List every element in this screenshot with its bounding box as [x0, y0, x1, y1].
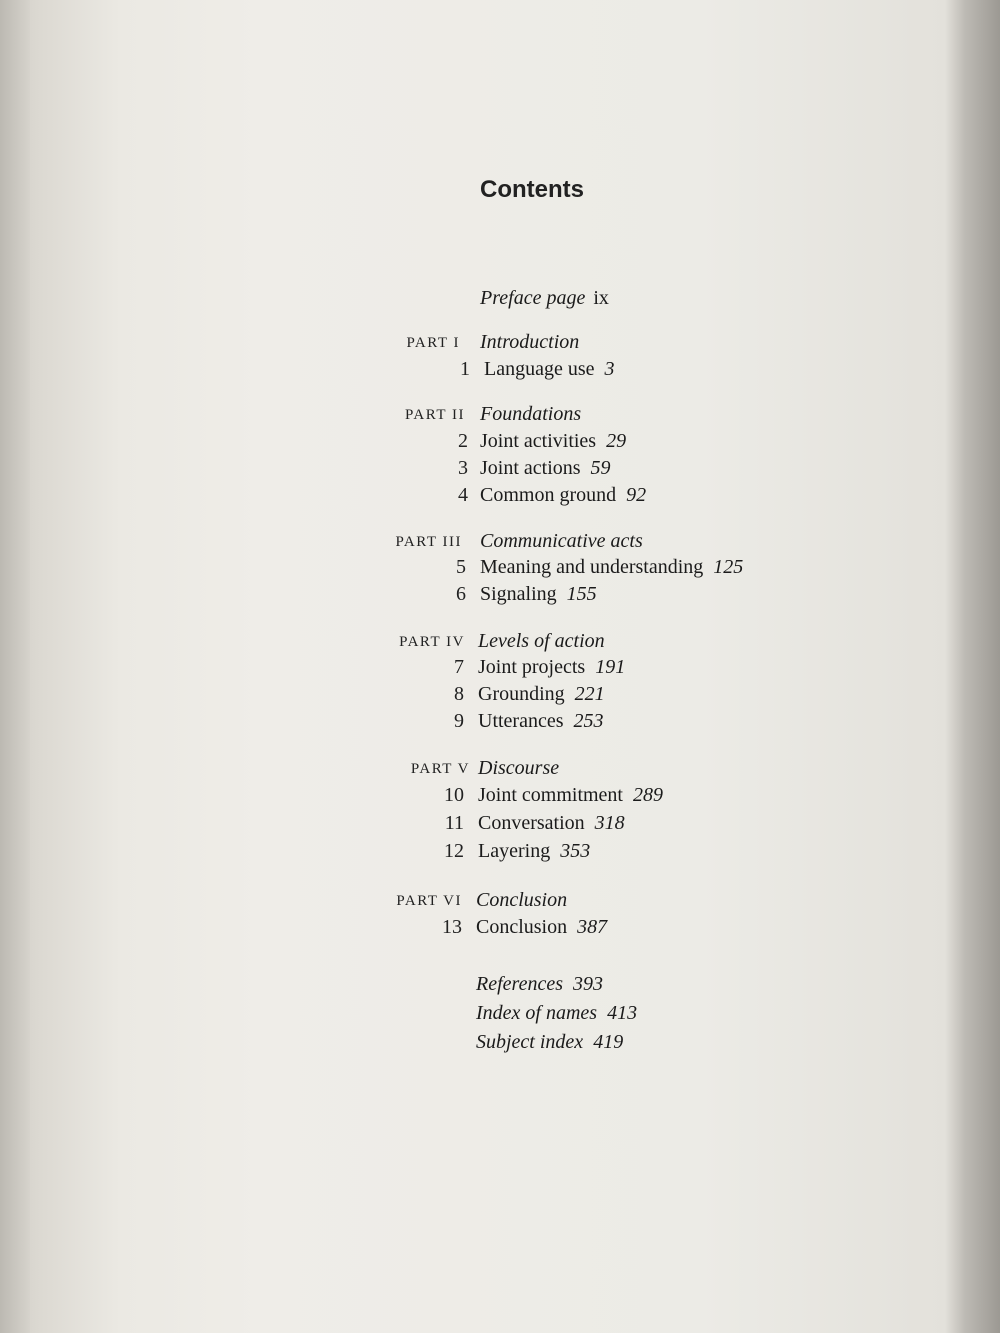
end-matter-title: Index of names [476, 1002, 598, 1024]
toc-chapter[interactable] [0, 358, 1000, 384]
toc-chapter[interactable] [0, 840, 1000, 866]
chapter-title: Signaling [480, 583, 557, 605]
chapter-title: Joint activities [480, 430, 597, 452]
chapter-page: 353 [560, 840, 591, 862]
toc-preface[interactable] [480, 287, 609, 313]
chapter-title: Joint actions [480, 457, 581, 479]
chapter-title: Language use [484, 358, 595, 380]
chapter-number: 8 [454, 683, 464, 705]
toc-chapter[interactable] [0, 683, 1000, 709]
part-title: Introduction [480, 331, 580, 353]
toc-part-heading[interactable] [0, 530, 1000, 556]
toc-chapter[interactable] [0, 812, 1000, 838]
toc-chapter[interactable] [0, 656, 1000, 682]
chapter-page: 29 [606, 430, 627, 452]
chapter-page: 289 [633, 784, 663, 806]
chapter-title: Utterances [478, 710, 564, 732]
chapter-number: 13 [442, 916, 462, 938]
chapter-number: 9 [454, 710, 464, 732]
chapter-number: 3 [458, 457, 468, 479]
chapter-title: Grounding [478, 683, 565, 705]
chapter-title: Meaning and understanding [480, 556, 704, 578]
part-label: PART V [410, 761, 470, 777]
chapter-page: 125 [713, 556, 744, 578]
chapter-page: 318 [594, 812, 625, 834]
end-matter-title: References [476, 973, 563, 995]
chapter-page: 92 [626, 484, 647, 506]
part-title: Discourse [478, 757, 560, 779]
part-title: Conclusion [476, 889, 568, 911]
chapter-page: 155 [566, 583, 597, 605]
chapter-page: 387 [577, 916, 608, 938]
toc-end-matter[interactable] [476, 1002, 637, 1028]
toc-chapter[interactable] [0, 710, 1000, 736]
toc-chapter[interactable] [0, 916, 1000, 942]
chapter-title: Layering [478, 840, 551, 862]
chapter-number: 4 [458, 484, 468, 506]
chapter-page: 3 [604, 358, 615, 380]
part-title: Communicative acts [480, 530, 643, 552]
chapter-page: 59 [590, 457, 611, 479]
part-title: Levels of action [478, 630, 605, 652]
chapter-page: 253 [573, 710, 604, 732]
toc-chapter[interactable] [0, 457, 1000, 483]
toc-chapter[interactable] [0, 784, 1000, 810]
part-label: PART III [395, 534, 462, 550]
part-label: PART I [406, 335, 460, 351]
preface-page: ix [593, 287, 609, 309]
toc-part-heading[interactable] [0, 630, 1000, 656]
toc-end-matter[interactable] [476, 1031, 623, 1057]
toc-chapter[interactable] [0, 430, 1000, 456]
part-label: PART II [404, 407, 465, 423]
chapter-number: 11 [444, 812, 464, 834]
chapter-title: Conclusion [476, 916, 568, 938]
chapter-number: 2 [458, 430, 468, 452]
toc-chapter[interactable] [0, 556, 1000, 582]
chapter-number: 10 [444, 784, 464, 806]
chapter-title: Common ground [480, 484, 617, 506]
chapter-number: 7 [454, 656, 464, 678]
part-title: Foundations [480, 403, 582, 425]
toc-chapter[interactable] [0, 484, 1000, 510]
chapter-page: 191 [595, 656, 626, 678]
end-matter-page: 413 [607, 1002, 638, 1024]
chapter-number: 6 [456, 583, 466, 605]
toc-part-heading[interactable] [0, 331, 1000, 357]
part-label: PART IV [399, 634, 465, 650]
toc-part-heading[interactable] [0, 403, 1000, 429]
preface-label: Preface page [480, 287, 586, 309]
chapter-page: 221 [574, 683, 605, 705]
toc-chapter[interactable] [0, 583, 1000, 609]
chapter-number: 5 [456, 556, 466, 578]
end-matter-page: 419 [593, 1031, 624, 1053]
toc-part-heading[interactable] [0, 757, 1000, 783]
end-matter-page: 393 [572, 973, 603, 995]
chapter-title: Joint commitment [478, 784, 623, 806]
chapter-title: Joint projects [478, 656, 586, 678]
page-title: Contents [480, 176, 584, 203]
chapter-number: 1 [460, 358, 470, 380]
end-matter-title: Subject index [476, 1031, 584, 1053]
chapter-number: 12 [444, 840, 464, 862]
chapter-title: Conversation [478, 812, 585, 834]
toc-part-heading[interactable] [0, 889, 1000, 915]
toc-end-matter[interactable] [476, 973, 603, 999]
part-label: PART VI [396, 893, 462, 909]
